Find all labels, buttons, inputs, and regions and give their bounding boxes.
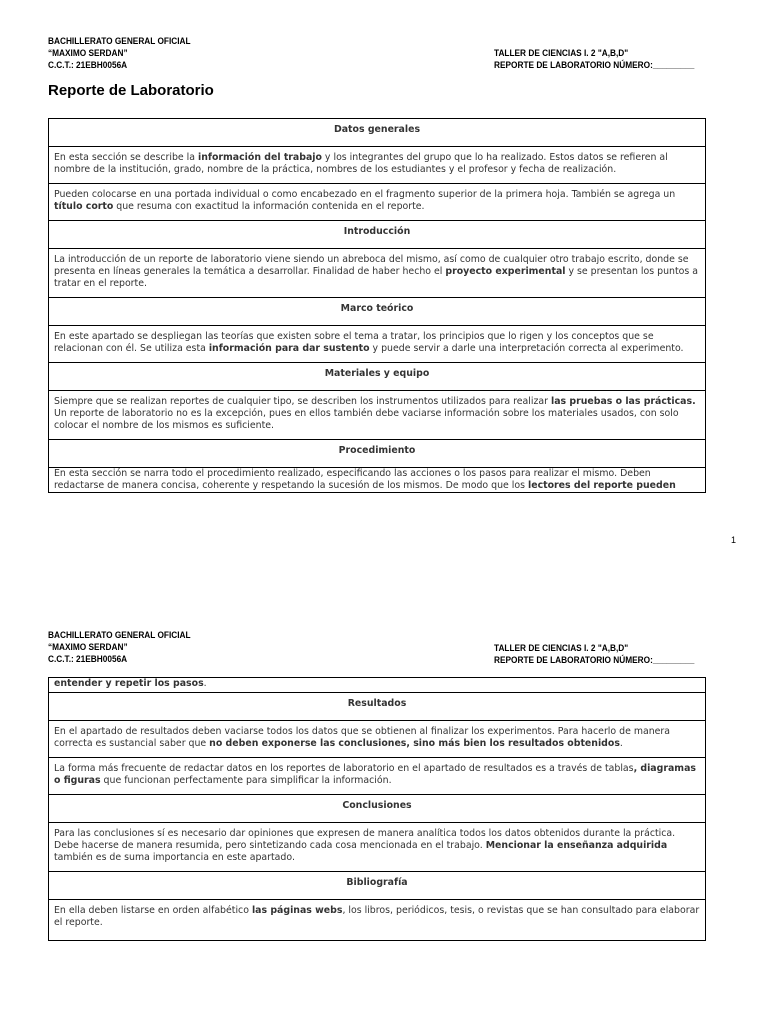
section-heading-conclusiones: Conclusiones — [49, 795, 706, 823]
school-name: BACHILLERATO GENERAL OFICIAL — [48, 36, 191, 46]
section-heading-procedimiento: Procedimiento — [49, 440, 706, 468]
section-text: En esta sección se narra todo el procedimiento realizado, especificando las acciones o los pasos para realizar el mismo. Deben redactarse de manera concisa, coherente y respetando la sucesión de los mismos. De modo que los lectores del reporte pueden — [49, 468, 706, 493]
report-number-label: REPORTE DE LABORATORIO NÚMERO:_________ — [494, 60, 695, 70]
school-name: BACHILLERATO GENERAL OFICIAL — [48, 630, 191, 640]
school-header-right — [494, 47, 694, 71]
section-heading-introduccion: Introducción — [49, 221, 706, 249]
page-title: Reporte de Laboratorio — [48, 82, 214, 99]
report-number-label: REPORTE DE LABORATORIO NÚMERO:_________ — [494, 655, 695, 665]
section-text: Pueden colocarse en una portada individual o como encabezado en el fragmento superior de la primera hoja. También se agrega un título corto que resuma con exactitud la información contenida en el reporte. — [49, 184, 706, 221]
school-cct: C.C.T.: 21EBH0056A — [48, 60, 128, 70]
section-text: En ella deben listarse en orden alfabético las páginas webs, los libros, periódicos, tesis, o revistas que se han consultado para elaborar el reporte. — [49, 900, 706, 941]
report-table-page2 — [48, 677, 706, 941]
page-number: 1 — [731, 535, 737, 545]
school-header-left — [48, 35, 191, 71]
workshop-label: TALLER DE CIENCIAS I. 2 "A,B,D" — [494, 643, 629, 653]
section-text: Siempre que se realizan reportes de cualquier tipo, se describen los instrumentos utilizados para realizar las pruebas o las prácticas. Un reporte de laboratorio no es la excepción, pues en ellos también debe vaciarse información sobre los materiales usados, con solo colocar el nombre de los mismos es suficiente. — [49, 391, 706, 440]
section-heading-materiales: Materiales y equipo — [49, 363, 706, 391]
section-text: En esta sección se describe la información del trabajo y los integrantes del grupo que lo ha realizado. Estos datos se refieren al nombre de la institución, grado, nombre de la práctica, nombres de los estudiantes y el profesor y fecha de realización. — [49, 147, 706, 184]
section-heading-resultados: Resultados — [49, 693, 706, 721]
school-quoted-name: “MAXIMO SERDAN” — [48, 642, 128, 652]
report-table-page1 — [48, 118, 706, 493]
section-text: La introducción de un reporte de laboratorio viene siendo un abreboca del mismo, así como de cualquier otro trabajo escrito, donde se presenta en líneas generales la temática a desarrollar. Finalidad de haber hecho el proyecto experimental y se presentan los puntos a tratar en el reporte. — [49, 249, 706, 298]
section-text: Para las conclusiones sí es necesario dar opiniones que expresen de manera analítica todos los datos obtenidos durante la práctica. Debe hacerse de manera resumida, pero sintetizando cada cosa mencionada en el trabajo. Mencionar la enseñanza adquirida también es de suma importancia en este apartado. — [49, 823, 706, 872]
school-quoted-name: “MAXIMO SERDAN” — [48, 48, 128, 58]
section-heading-bibliografia: Bibliografía — [49, 872, 706, 900]
section-heading-marco-teorico: Marco teórico — [49, 298, 706, 326]
school-header-left-page2 — [48, 629, 191, 665]
section-text: En este apartado se despliegan las teorías que existen sobre el tema a tratar, los principios que lo rigen y los conceptos que se relacionan con él. Se utiliza esta información para dar sustento y puede servir a darle una interpretación correcta al experimento. — [49, 326, 706, 363]
section-text: En el apartado de resultados deben vaciarse todos los datos que se obtienen al finalizar los experimentos. Para hacerlo de manera correcta es sustancial saber que no deben exponerse las conclusiones, sino más bien los resultados obtenidos. — [49, 721, 706, 758]
section-text-continuation: entender y repetir los pasos. — [49, 678, 706, 693]
school-cct: C.C.T.: 21EBH0056A — [48, 654, 128, 664]
school-header-right-page2 — [494, 642, 694, 666]
section-text: La forma más frecuente de redactar datos en los reportes de laboratorio en el apartado de resultados es a través de tablas, diagramas o figuras que funcionan perfectamente para simplificar la información. — [49, 758, 706, 795]
workshop-label: TALLER DE CIENCIAS I. 2 "A,B,D" — [494, 48, 629, 58]
section-heading-datos-generales: Datos generales — [49, 119, 706, 147]
